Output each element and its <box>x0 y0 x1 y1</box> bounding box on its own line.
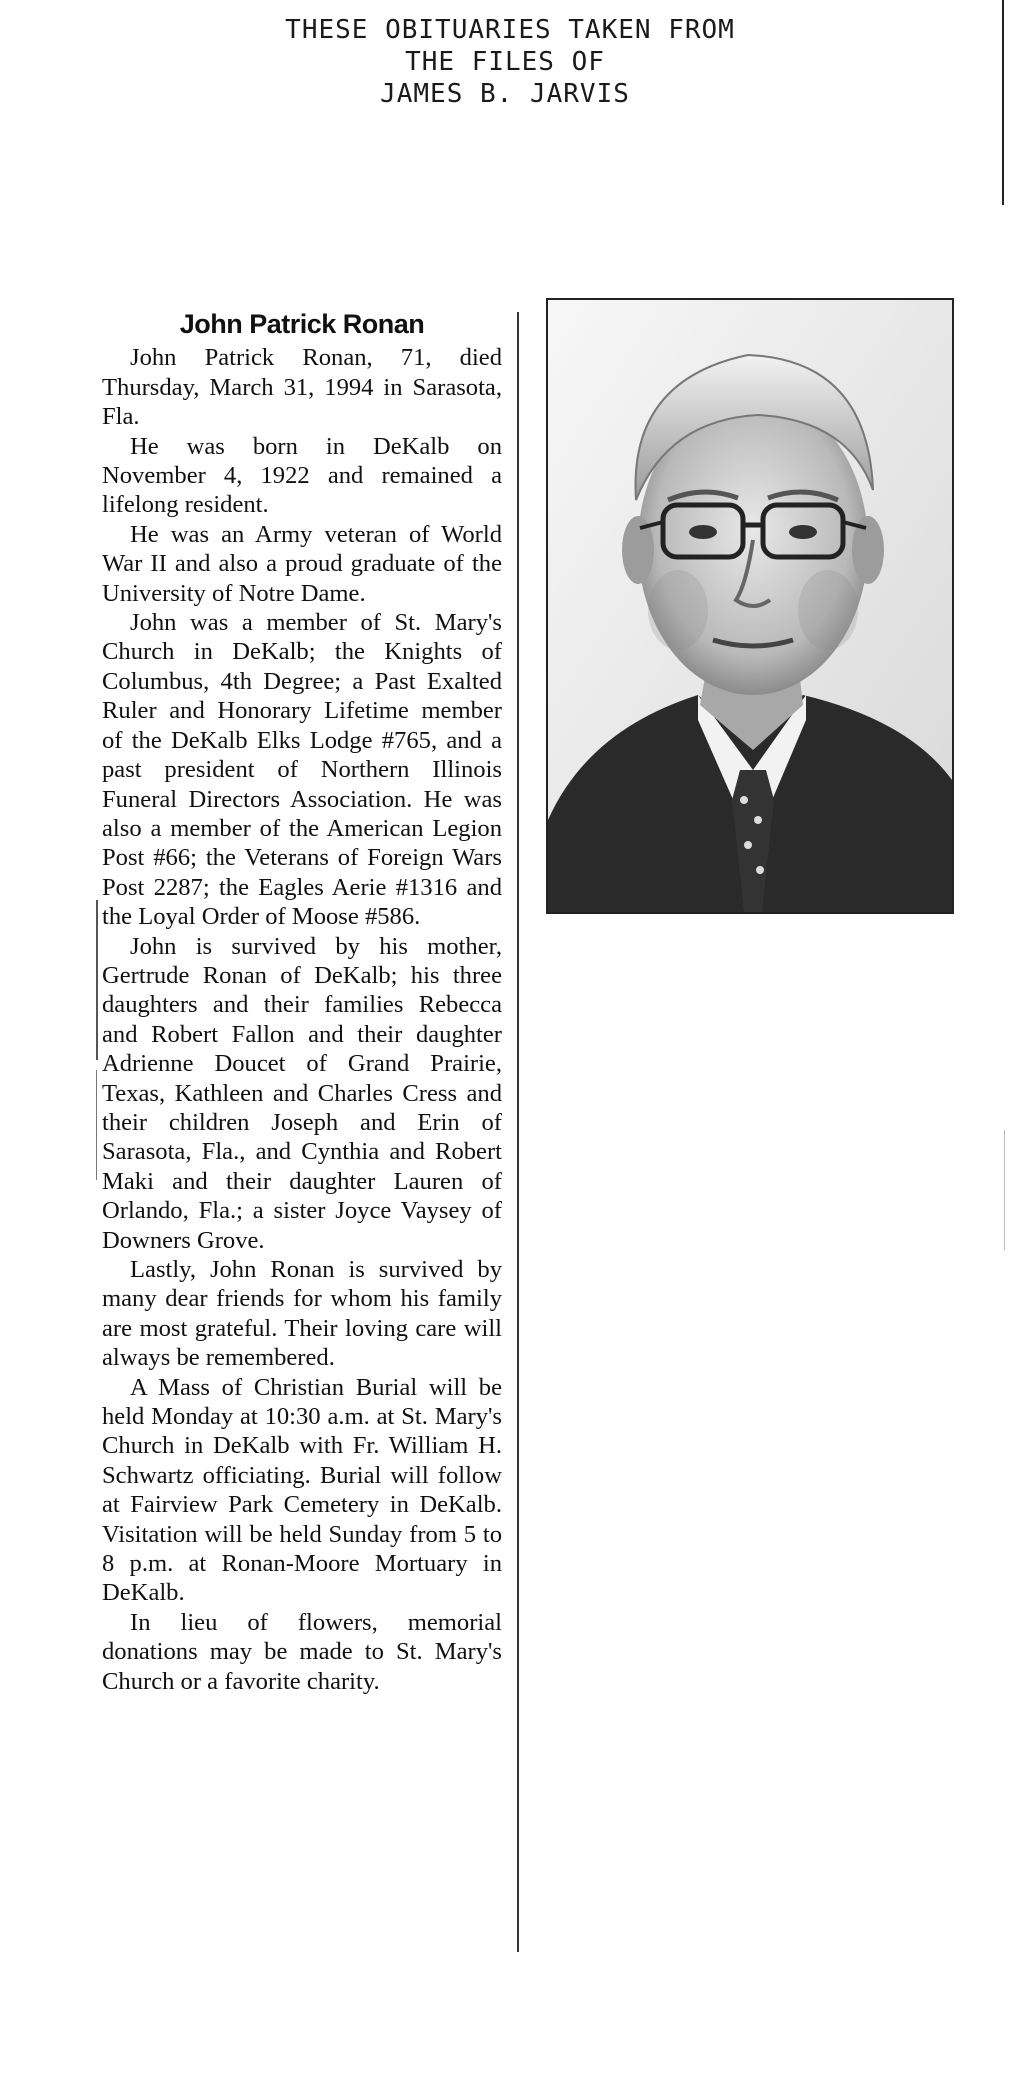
margin-mark <box>96 1070 97 1180</box>
column-rule <box>517 312 519 1952</box>
portrait-illustration <box>548 300 952 912</box>
obituary-paragraph: A Mass of Christian Burial will be held Monday at 10:30 a.m. at St. Mary's Church in DeKalb with Fr. William H. Schwartz officiating. Burial will follow at Fairview Park Cemetery in DeKalb. Visitation will be held Sunday from 5 to 8 p.m. at Ronan-Moore Mortuary in DeKalb. <box>102 1373 502 1607</box>
margin-mark <box>96 900 98 1060</box>
header-line-2: THE FILES OF <box>405 47 605 77</box>
page-edge-rule <box>1002 0 1004 205</box>
header-line-1: THESE OBITUARIES TAKEN FROM <box>285 15 735 45</box>
obituary-paragraph: He was an Army veteran of World War II and also a proud graduate of the University of Notre Dame. <box>102 520 502 607</box>
header-line-3: JAMES B. JARVIS <box>380 79 630 109</box>
obituary-paragraph: John was a member of St. Mary's Church in DeKalb; the Knights of Columbus, 4th Degree; a Past Exalted Ruler and Honorary Lifetime member of the DeKalb Elks Lodge #765, and a past president of Northern Illinois Funeral Directors Association. He was also a member of the American Legion Post #66; the Veterans of Foreign Wars Post 2287; the Eagles Aerie #1316 and the Loyal Order of Moose #586. <box>102 609 502 931</box>
obituary-title: John Patrick Ronan <box>179 309 425 339</box>
archive-header <box>0 14 1020 110</box>
obituary-article <box>102 310 502 1696</box>
page-edge-mark <box>1004 1130 1005 1250</box>
obituary-paragraph: John is survived by his mother, Gertrude Ronan of DeKalb; his three daughters and their families Rebecca and Robert Fallon and their daughter Adrienne Doucet of Grand Prairie, Texas, Kathleen and Charles Cress and their children Joseph and Erin of Sarasota, Fla., and Cynthia and Robert Maki and their daughter Lauren of Orlando, Fla.; a sister Joyce Vaysey of Downers Grove. <box>102 932 502 1254</box>
portrait-photo <box>546 298 954 914</box>
obituary-paragraph: John Patrick Ronan, 71, died Thursday, March 31, 1994 in Sarasota, Fla. <box>102 344 502 431</box>
obituary-paragraph: He was born in DeKalb on November 4, 1922 and remained a lifelong resident. <box>102 432 502 519</box>
obituary-paragraph: Lastly, John Ronan is survived by many dear friends for whom his family are most grateful. Their loving care will always be remembered. <box>102 1256 502 1372</box>
obituary-paragraph: In lieu of flowers, memorial donations may be made to St. Mary's Church or a favorite charity. <box>102 1608 502 1695</box>
